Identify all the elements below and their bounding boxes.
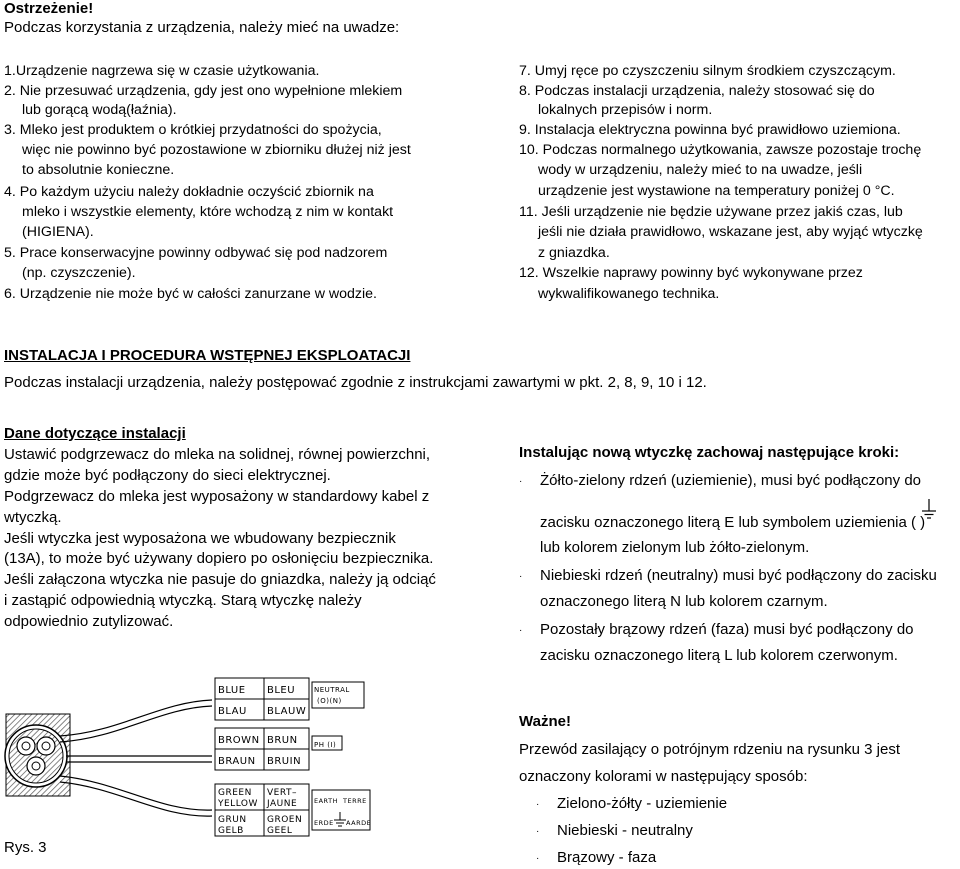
ground-symbol-icon xyxy=(920,499,938,525)
label-yellow-en: YELLOW xyxy=(218,799,258,809)
label-green-fr: VERT– xyxy=(267,788,297,798)
bullet: · xyxy=(536,826,540,837)
bullet: · xyxy=(519,571,523,582)
text-line: Podgrzewacz do mleka jest wyposażony w standardowy kabel z xyxy=(4,488,430,505)
list-item: wody w urządzeniu, należy mieć to na uwadze, jeśli xyxy=(538,162,863,178)
label-blue-nl: BLAUW xyxy=(267,706,307,717)
label-brown-en: BROWN xyxy=(218,735,260,746)
figure-caption: Rys. 3 xyxy=(4,839,47,856)
list-item: 10. Podczas normalnego użytkowania, zawsze pozostaje trochę xyxy=(519,142,922,158)
list-item: to absolutnie konieczne. xyxy=(22,162,175,178)
label-green-en: GREEN xyxy=(218,788,252,798)
wiring-diagram xyxy=(0,672,380,862)
list-item: Żółto-zielony rdzeń (uziemienie), musi być podłączony do xyxy=(540,472,922,489)
list-item: Niebieski rdzeń (neutralny) musi być podłączony do zacisku xyxy=(540,567,937,584)
list-item: 7. Umyj ręce po czyszczeniu silnym środkiem czyszczącym. xyxy=(519,63,896,79)
list-item: 5. Prace konserwacyjne powinny odbywać się pod nadzorem xyxy=(4,245,388,261)
list-item: 12. Wszelkie naprawy powinny być wykonywane przez xyxy=(519,265,863,281)
label-earth-fr: TERRE xyxy=(343,797,367,805)
text-line: Jeśli załączona wtyczka nie pasuje do gniazdka, należy ją odciąć xyxy=(4,571,436,588)
list-item: zacisku oznaczonego literą L lub kolorem czerwonym. xyxy=(540,647,898,664)
label-earth-en: EARTH xyxy=(314,797,338,805)
list-item: 4. Po każdym użyciu należy dokładnie oczyścić zbiornik na xyxy=(4,184,374,200)
list-item: z gniazdka. xyxy=(538,245,610,261)
list-item: 11. Jeśli urządzenie nie będzie używane przez jakiś czas, lub xyxy=(519,204,903,220)
text-line: Jeśli wtyczka jest wyposażona we wbudowany bezpiecznik xyxy=(4,530,396,547)
list-item: Niebieski - neutralny xyxy=(557,822,693,839)
text-line: (13A), to może być używany dopiero po osłonięciu bezpiecznika. xyxy=(4,550,434,567)
label-brown-de: BRAUN xyxy=(218,756,256,767)
list-item: wykwalifikowanego technika. xyxy=(538,286,720,302)
list-item: Zielono-żółty - uziemienie xyxy=(557,795,728,812)
text-line: i zastąpić odpowiednią wtyczką. Starą wtyczkę należy xyxy=(4,592,362,609)
label-blue-de: BLAU xyxy=(218,706,247,717)
label-blue-en: BLUE xyxy=(218,685,246,696)
text-line: Przewód zasilający o potrójnym rdzeniu na rysunku 3 jest xyxy=(519,741,901,758)
list-item: (np. czyszczenie). xyxy=(22,265,136,281)
list-item: lokalnych przepisów i norm. xyxy=(538,102,713,118)
list-item: więc nie powinno być pozostawione w zbiorniku dłużej niż jest xyxy=(22,142,411,158)
list-item: jeśli nie działa prawidłowo, wskazane jest, aby wyjąć wtyczkę xyxy=(538,224,923,240)
list-item: 9. Instalacja elektryczna powinna być prawidłowo uziemiona. xyxy=(519,122,901,138)
label-yellow-de: GELB xyxy=(218,826,244,836)
label-earth-de: ERDE xyxy=(314,819,334,827)
label-brown-nl: BRUIN xyxy=(267,756,302,767)
label-green-de: GRUN xyxy=(218,815,247,825)
list-item: mleko i wszystkie elementy, które wchodzą z nim w kontakt xyxy=(22,204,394,220)
list-item: 6. Urządzenie nie może być w całości zanurzane w wodzie. xyxy=(4,286,377,302)
label-neutral-symbol: (O)(N) xyxy=(317,697,342,705)
label-yellow-nl: GEEL xyxy=(267,826,293,836)
list-item: lub kolorem zielonym lub żółto-zielonym. xyxy=(540,539,810,556)
label-earth-nl: AARDE xyxy=(346,819,372,827)
list-item: (HIGIENA). xyxy=(22,224,94,240)
list-item: oznaczonego literą N lub kolorem czarnym. xyxy=(540,593,828,610)
label-phase: PH (I) xyxy=(314,741,337,749)
important-heading: Ważne! xyxy=(519,713,571,730)
list-item: urządzenie jest wystawione na temperatury poniżej 0 °C. xyxy=(538,183,895,199)
label-blue-fr: BLEU xyxy=(267,685,296,696)
plug-instructions-heading: Instalując nową wtyczkę zachowaj następujące kroki: xyxy=(519,444,900,461)
list-item: 8. Podczas instalacji urządzenia, należy stosować się do xyxy=(519,83,875,99)
section-intro: Podczas instalacji urządzenia, należy postępować zgodnie z instrukcjami zawartymi w pkt. 2, 8, 9, 10 i 12. xyxy=(4,374,707,391)
list-item: zacisku oznaczonego literą E lub symbolem uziemienia ( ) xyxy=(540,514,926,531)
list-item: lub gorącą wodą(łaźnia). xyxy=(22,102,177,118)
bullet: · xyxy=(519,476,523,487)
bullet: · xyxy=(519,625,523,636)
text-line: gdzie może być podłączony do sieci elektrycznej. xyxy=(4,467,331,484)
bullet: · xyxy=(536,799,540,810)
list-item: 1.Urządzenie nagrzewa się w czasie użytkowania. xyxy=(4,63,320,79)
section-heading: INSTALACJA I PROCEDURA WSTĘPNEJ EKSPLOATACJI xyxy=(4,347,411,364)
bullet: · xyxy=(536,853,540,864)
label-neutral: NEUTRAL xyxy=(314,686,350,694)
warning-intro: Podczas korzystania z urządzenia, należy mieć na uwadze: xyxy=(4,19,400,36)
label-yellow-fr: JAUNE xyxy=(267,799,298,809)
list-item: Pozostały brązowy rdzeń (faza) musi być podłączony do xyxy=(540,621,914,638)
list-item: 3. Mleko jest produktem o krótkiej przydatności do spożycia, xyxy=(4,122,382,138)
list-item: Brązowy - faza xyxy=(557,849,657,866)
label-green-nl: GROEN xyxy=(267,815,303,825)
list-item: 2. Nie przesuwać urządzenia, gdy jest ono wypełnione mlekiem xyxy=(4,83,403,99)
text-line: wtyczką. xyxy=(4,509,62,526)
text-line: Ustawić podgrzewacz do mleka na solidnej, równej powierzchni, xyxy=(4,446,431,463)
label-brown-fr: BRUN xyxy=(267,735,298,746)
install-data-heading: Dane dotyczące instalacji xyxy=(4,425,186,442)
text-line: oznaczony kolorami w następujący sposób: xyxy=(519,768,808,785)
text-line: odpowiednio zutylizować. xyxy=(4,613,174,630)
warning-title: Ostrzeżenie! xyxy=(4,0,94,17)
